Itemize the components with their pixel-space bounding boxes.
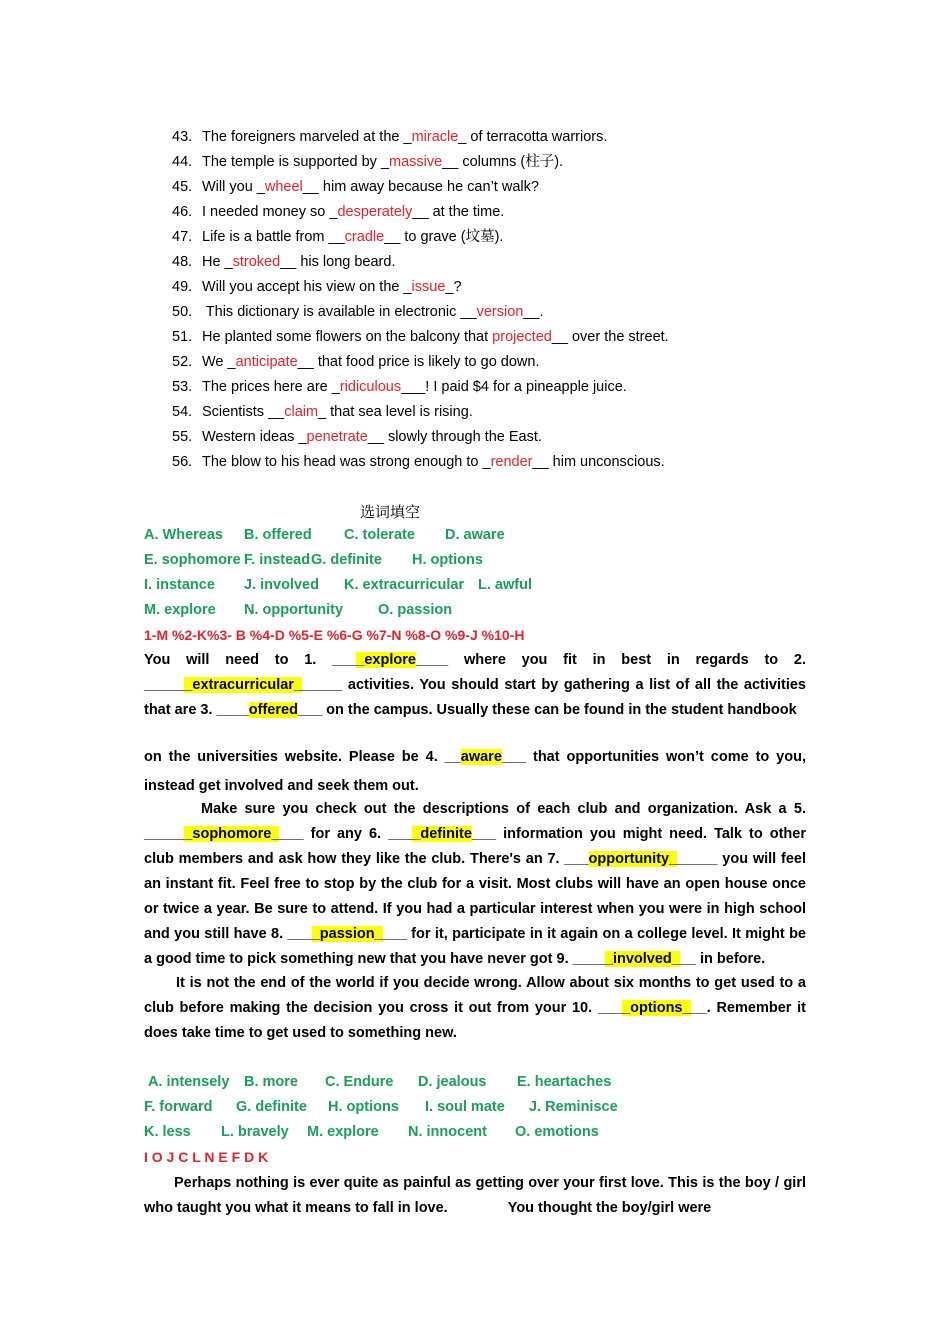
option: E. heartaches	[517, 1074, 612, 1090]
answer-key: 1-M %2-K%3- B %4-D %5-E %6-G %7-N %8-O %9-J %10-H	[144, 627, 525, 643]
option: N. innocent	[408, 1124, 487, 1140]
answer-highlight: _sophomore_	[184, 826, 280, 842]
answer-highlight: aware	[460, 749, 502, 765]
option: J. Reminisce	[529, 1099, 618, 1115]
option: L. awful	[478, 577, 532, 593]
answer-highlight: _options_	[622, 1000, 691, 1016]
option: J. involved	[244, 577, 319, 593]
option: L. bravely	[221, 1124, 289, 1140]
answer: render	[490, 454, 533, 470]
answer-highlight: _definite	[412, 826, 472, 842]
answer-highlight: offered	[248, 702, 298, 718]
paragraph: on the universities website. Please be 4. __aware___ that opportunities won’t come to you, instead get involved and seek them out.	[144, 749, 806, 794]
option: B. offered	[244, 527, 312, 543]
list-item: 55. Western ideas _penetrate__ slowly through the East.	[172, 429, 542, 445]
option: F. forward	[144, 1099, 213, 1115]
section-title: 选词填空	[360, 504, 421, 521]
answer-highlight: opportunity_	[588, 851, 678, 867]
answer: version	[476, 304, 524, 320]
paragraph: Perhaps nothing is ever quite as painful as getting over your first love. This is the boy / girl who taught you what it means to fall in love. You thought the boy/girl were	[144, 1175, 806, 1216]
answer-highlight: _extracurricular_	[184, 677, 303, 693]
paragraph: Make sure you check out the descriptions of each club and organization. Ask a 5. ______sophomore____ for any 6. ____definite___ information you might need. Talk to other club members and ask how they like the club. There's an 7. ___opportunity______ you will feel an instant fit. Feel free to stop by the club for a visit. Most clubs will have an open house once or twice a year. Be sure to attend. If you had a particular interest when you were in high school and you still have 8. ____passion____ for it, participate in it again on a college level. It might be a good time to pick something new that you have never got 9. _____involved___ in before.	[144, 801, 806, 967]
answer: desperately	[337, 204, 413, 220]
paragraph: It is not the end of the world if you decide wrong. Allow about six months to get used to a club before making the decision you cross it out from your 10. ____options___. Remember it does take time to get used to something new.	[144, 975, 806, 1041]
option: K. extracurricular	[344, 577, 465, 593]
option: N. opportunity	[244, 602, 344, 618]
option: A. Whereas	[144, 527, 223, 543]
list-item: 46. I needed money so _desperately__ at the time.	[172, 204, 505, 220]
option: C. Endure	[325, 1074, 394, 1090]
option: I. instance	[144, 577, 215, 593]
list-item: 45. Will you _wheel__ him away because he can’t walk?	[172, 179, 539, 195]
list-item: 48. He _stroked__ his long beard.	[172, 254, 396, 270]
answer: ridiculous	[339, 379, 402, 395]
answer: anticipate	[235, 354, 298, 370]
answer: penetrate	[306, 429, 368, 445]
option: F. instead	[244, 552, 311, 568]
answer-highlight: _explore	[356, 652, 416, 668]
option: C. tolerate	[344, 527, 415, 543]
answer: stroked	[232, 254, 281, 270]
option: G. definite	[236, 1099, 307, 1115]
answer-highlight: _passion_	[311, 926, 383, 942]
answer: wheel	[264, 179, 303, 195]
list-item: 56. The blow to his head was strong enough to _render__ him unconscious.	[172, 454, 665, 470]
option: E. sophomore	[144, 552, 241, 568]
list-item: 47. Life is a battle from __cradle__ to grave (坟墓).	[172, 229, 504, 245]
option: B. more	[244, 1074, 298, 1090]
option: I. soul mate	[425, 1099, 505, 1115]
option: M. explore	[144, 602, 216, 618]
answer-highlight: _involved_	[604, 951, 680, 967]
option: D. jealous	[418, 1074, 487, 1090]
option: G. definite	[311, 552, 382, 568]
option: H. options	[412, 552, 483, 568]
list-item: 44. The temple is supported by _massive__ columns (柱子).	[172, 154, 564, 170]
list-item: 53. The prices here are _ridiculous___! I paid $4 for a pineapple juice.	[172, 379, 627, 395]
list-item: 52. We _anticipate__ that food price is likely to go down.	[172, 354, 540, 370]
option: A. intensely	[148, 1074, 230, 1090]
answer: massive	[389, 154, 443, 170]
option: O. passion	[378, 602, 453, 618]
option: D. aware	[445, 527, 505, 543]
option: O. emotions	[515, 1124, 599, 1140]
list-item: 49. Will you accept his view on the _issue_?	[172, 279, 462, 295]
answer: claim	[284, 404, 319, 420]
sentence-list	[172, 126, 812, 476]
answer: issue	[411, 279, 446, 295]
list-item: 51. He planted some flowers on the balcony that projected__ over the street.	[172, 329, 669, 345]
answer: cradle	[344, 229, 385, 245]
answer-key: I O J C L N E F D K	[144, 1149, 269, 1165]
answer: projected	[492, 329, 552, 345]
paragraph: You will need to 1. ____explore____ where you fit in best in regards to 2. ______extracurricular______ activities. You should start by gathering a list of all the activities that are 3. ____offered___ on the campus. Usually these can be found in the student handbook	[144, 652, 806, 718]
option: K. less	[144, 1124, 191, 1140]
option: H. options	[328, 1099, 399, 1115]
option: M. explore	[307, 1124, 379, 1140]
list-item: 54. Scientists __claim_ that sea level is rising.	[172, 404, 473, 420]
list-item: 43. The foreigners marveled at the _miracle_ of terracotta warriors.	[172, 129, 608, 145]
list-item: 50. This dictionary is available in electronic __version__.	[172, 304, 544, 320]
answer: miracle	[411, 129, 459, 145]
